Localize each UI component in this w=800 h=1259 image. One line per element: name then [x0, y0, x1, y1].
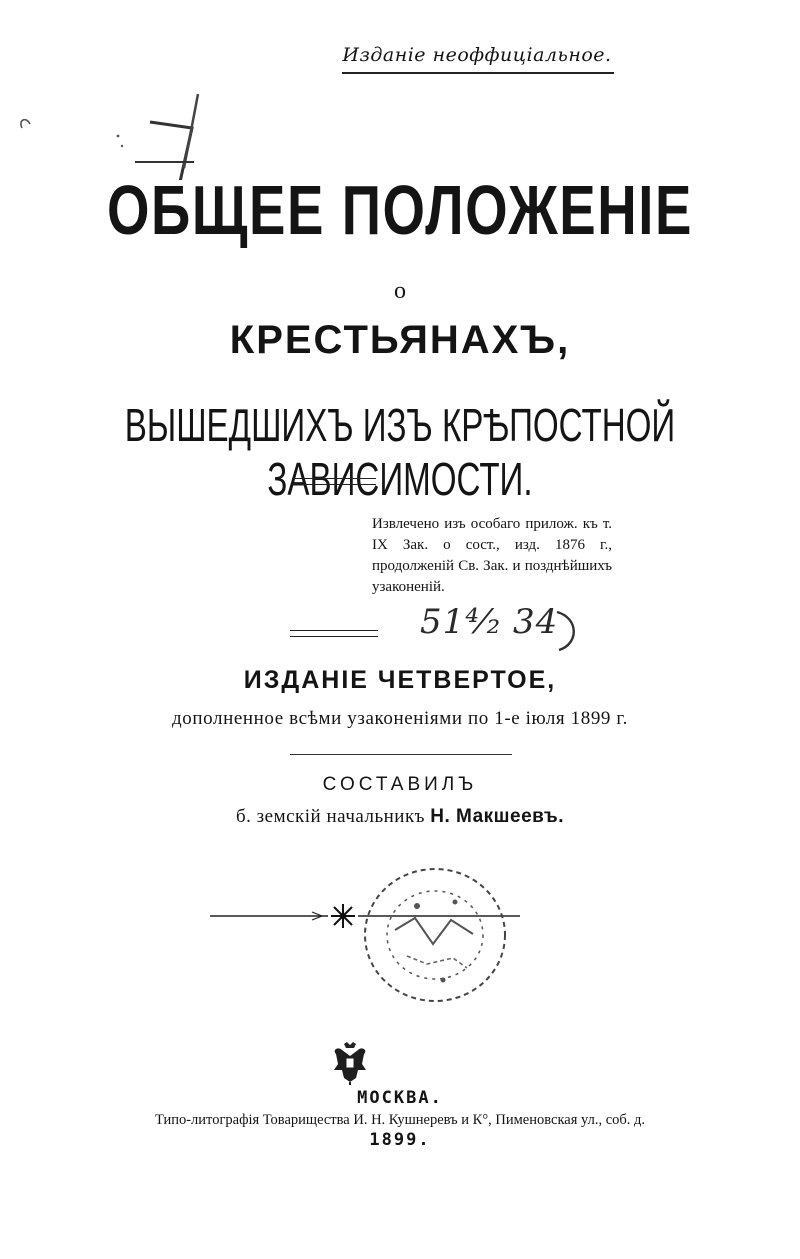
compiler-prefix: б. земскій начальникъ [235, 806, 426, 827]
library-stamp-icon [355, 860, 515, 1010]
title-preposition: о [394, 278, 406, 304]
imprint-city: МОСКВА. [357, 1088, 443, 1108]
double-rule-divider [292, 478, 376, 485]
double-rule-divider [290, 630, 378, 637]
edition-subtitle: дополненное всѣми узаконеніями по 1-е іюля 1899 г. [172, 708, 628, 729]
thin-rule-divider [290, 754, 512, 755]
double-headed-eagle-emblem-icon [330, 1040, 370, 1086]
handwritten-shelf-number: 51⁴⁄₂ 34 [420, 602, 559, 642]
edition-note-underline [342, 72, 614, 74]
compiled-by: СОСТАВИЛЪ [322, 774, 478, 795]
extract-note: Извлечено изъ особаго прилож. къ т. IX Зак. о сост., изд. 1876 г., продолженій Св. Зак. и позднѣйшихъ узаконеній. [372, 516, 612, 595]
compiler-name: Н. Макшеевъ. [430, 806, 564, 827]
pencil-mark-icon [0, 50, 240, 180]
imprint-printer: Типо-литографія Товарищества И. Н. Кушнеревъ и К°, Пименовская ул., соб. д. [154, 1112, 646, 1128]
compiler-line [0, 806, 800, 828]
handwritten-bracket-icon [553, 608, 583, 654]
title-subject: КРЕСТЬЯНАХЪ, [229, 318, 571, 362]
edition-label: ИЗДАНІЕ ЧЕТВЕРТОЕ, [243, 666, 557, 694]
main-title: ОБЩЕЕ ПОЛОЖЕНІЕ [107, 171, 693, 249]
imprint-year: 1899. [369, 1130, 431, 1150]
title-qualifier: ВЫШЕДШИХЪ ИЗЪ КРѢПОСТНОЙ ЗАВИСИМОСТИ. [124, 399, 676, 505]
edition-note: Изданіе неоффиціальное. [342, 44, 612, 66]
